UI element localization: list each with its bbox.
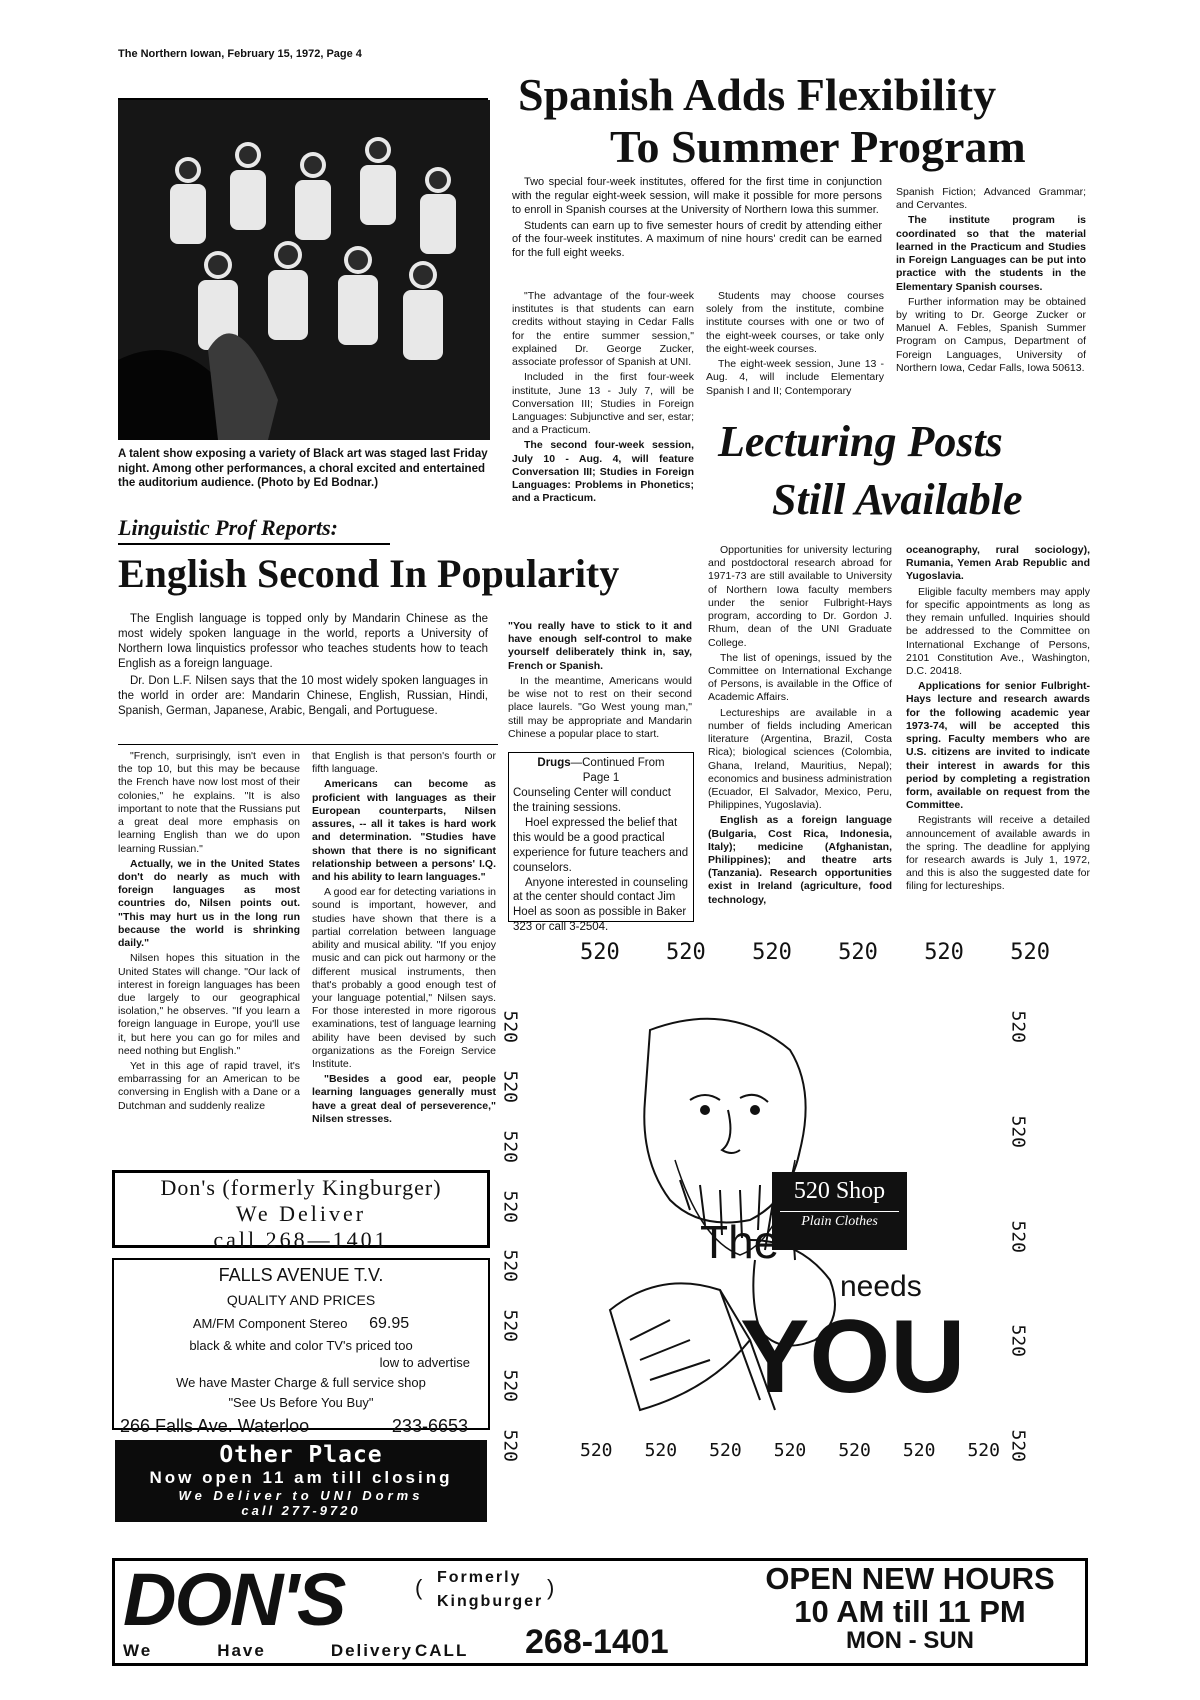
dons-big-ad: DON'S We Have Delivery ( Formerly Kingburger ) CALL 268-1401 OPEN NEW HOURS 10 AM till 11 PM MON - SUN: [112, 1558, 1088, 1666]
lecturing-col-1: [708, 544, 892, 909]
border-520-text: 520: [752, 940, 792, 965]
dons-big-delivery: Delivery: [330, 1641, 413, 1660]
dons-big-have: Have: [217, 1641, 266, 1660]
dons-big-call: CALL: [415, 1641, 469, 1660]
other-place-line2: We Deliver to UNI Dorms: [178, 1488, 424, 1503]
other-place-title: Other Place: [219, 1442, 383, 1468]
dons-small-line2: We Deliver: [235, 1201, 367, 1226]
english-col-1: [118, 750, 300, 1115]
english-lead-p1: The English language is topped only by Mandarin Chinese as the most widely spoken language in the world, reports a University of Northern Iowa linquistics professor who teaches students how to teach English as a foreign language.: [118, 613, 488, 670]
english-headline: English Second In Popularity: [118, 551, 620, 596]
dons-big-open: OPEN NEW HOURS: [765, 1561, 1055, 1596]
dons-small-line3: call 268—1401: [213, 1227, 389, 1252]
border-520-text: 520: [838, 940, 878, 965]
lecturing-c1-p3: Lectureships are available in a number of fields including American literature (Argentina, Brazil, Costa Rica); biological sciences (Colombia, Ghana, Ireland, Mauritius, Nepal); economics and business administration (Ecuador, El Salvador, Mexico, Peru, Philippines, Yugoslavia).: [708, 706, 892, 812]
border-520-text: 520: [580, 940, 620, 965]
falls-phone: 233-6653: [391, 1415, 468, 1436]
shop-520-logo: [772, 1172, 907, 1250]
border-520-text: 520: [902, 1440, 936, 1461]
english-c2-p4: "Besides a good ear, people learning languages generally must have a great deal of perseverence," Nilsen stresses.: [312, 1073, 496, 1125]
lecturing-c2-p1: oceanography, rural sociology), Rumania, Yemen Arab Republic and Yugoslavia.: [906, 544, 1090, 583]
choir-photo: [118, 100, 490, 440]
lecturing-c1-p4: English as a foreign language (Bulgaria, Cost Rica, Indonesia, Italy); medicine (Afghanistan, Philippines); and theatre arts (Tanzania). Research opportunities exist in Ireland (agriculture, food technology,: [708, 814, 892, 906]
lecturing-c2-p2: Eligible faculty members may apply for specific appointments as long as they remain unfulled. Inquiries should be addressed to the Committee on International Exchange of Persons, 2101 Constitution Ave., Washington, D.C. 20418.: [906, 585, 1090, 677]
falls-line4b: low to advertise: [379, 1354, 470, 1370]
spanish-headline-1: Spanish Adds Flexibility: [518, 69, 997, 120]
english-col-3: [508, 620, 692, 743]
spanish-c1-p3: The second four-week session, July 10 - Aug. 4, will feature Conversation III; Studies in Foreign Languages: Problems in Phonetics; and a Practicum.: [512, 439, 694, 505]
spanish-intro-p2: Students can earn up to five semester hours of credit by attending either of the four-week institutes. A maximum of nine hours' credit can be earned for the full eight weeks.: [512, 219, 882, 260]
dons-big-kingburger: Kingburger: [437, 1593, 544, 1610]
falls-line4a: black & white and color TV's priced too: [189, 1338, 413, 1354]
dons-big-hours: 10 AM till 11 PM: [794, 1593, 1026, 1629]
falls-slogan: "See Us Before You Buy": [228, 1394, 374, 1410]
spanish-c3-p3: Further information may be obtained by writing to Dr. George Zucker or Manuel A. Febles, Spanish Summer Program on Campus, Department of Foreign Languages, University of Northern Iowa, Cedar Falls, Iowa 50613.: [896, 295, 1086, 374]
other-place-ad: [115, 1440, 487, 1522]
spanish-headline-2: To Summer Program: [610, 121, 1026, 172]
shop-520-ad: 520 520 520 520 520 520 520 520 520 520 520 520 520 520 520 520 520 520 520 520 520 520 520 520 520 520 520 Shop Plain Clothes The needs YOU: [499, 940, 1050, 1463]
falls-price: 69.95: [369, 1314, 410, 1332]
english-c1-p1: "French, surprisingly, isn't even in the top 10, but this may be because the French have now lost most of their colonies," he explains. "It is also important to note that the Russians put a great deal more emphasis on learning English than we do upon learning Russian.": [118, 750, 300, 855]
lecturing-c1-p1: Opportunities for university lecturing and postdoctoral research abroad for 1971-73 are still available to University of Northern Iowa faculty members under the senior Fulbright-Hays program, according to Dr. Gordon J. Rhum, dean of the UNI Graduate College.: [708, 544, 892, 649]
border-520-text: 520: [709, 1440, 742, 1461]
drugs-head-rest: —Continued From: [570, 757, 665, 769]
spanish-intro-p1: Two special four-week institutes, offered for the first time in conjunction with the regular eight-week session, will make it possible for more persons to enroll in Spanish courses at the University of Northern Iowa this summer.: [512, 176, 882, 216]
english-lead-p2: Dr. Don L.F. Nilsen says that the 10 most widely spoken languages in the world in order are: Mandarin Chinese, English, Russian, Hindi, Spanish, German, Japanese, Arabic, Bengali, and Portuguese.: [118, 674, 488, 717]
english-c1-p4: Yet in this age of rapid travel, it's embarrassing for an American to be conversing in English with a Dane or a Dutchman and suddenly realize: [118, 1060, 300, 1112]
border-520-bottom: [580, 1440, 1000, 1461]
shop-520-you: YOU: [740, 1299, 966, 1415]
shop-520-brand: 520 Shop: [793, 1178, 886, 1204]
falls-title: FALLS AVENUE T.V.: [218, 1265, 384, 1285]
english-c2-p2: Americans can become as proficient with languages as their European counterparts, Nilsen assures, -- all it takes is hard work and determination. "Studies have shown that there is no significant relationship between a persons' I.Q. and his ability to learn languages.": [312, 778, 496, 883]
english-lead: [118, 612, 488, 721]
shop-520-brand-sub: Plain Clothes: [780, 1211, 899, 1230]
kicker-rule: [118, 543, 390, 545]
english-c2-p1: that English is that person's fourth or fifth language.: [312, 750, 496, 776]
falls-item: AM/FM Component Stereo: [192, 1315, 348, 1331]
falls-address: 266 Falls Ave. Waterloo: [120, 1415, 310, 1436]
lecturing-headline-1: Lecturing Posts: [718, 417, 1003, 466]
spanish-col-2: [706, 290, 884, 400]
dons-small-line1: Don's (formerly Kingburger): [160, 1175, 442, 1200]
shop-520-the: The: [700, 1216, 780, 1268]
border-520-text: 520: [580, 1440, 613, 1461]
drugs-page: Page 1: [582, 771, 620, 784]
spanish-c3-p1: Spanish Fiction; Advanced Grammar; and Cervantes.: [896, 186, 1086, 212]
border-520-top: [580, 940, 1050, 965]
drugs-continued-box: [508, 752, 694, 934]
border-520-text: 520: [773, 1440, 807, 1461]
border-520-text: 520: [1010, 940, 1050, 965]
lecturing-headline-2: Still Available: [772, 475, 1023, 524]
dons-big-phone: 268-1401: [525, 1623, 669, 1661]
drugs-p3: Anyone interested in counseling at the center should contact Jim Hoel as soon as possible in Baker 323 or call 3-2504.: [513, 876, 689, 934]
falls-tv-ad: [112, 1258, 490, 1436]
dons-big-days: MON - SUN: [846, 1627, 974, 1655]
lead-rule: [118, 744, 498, 745]
dons-small-ad: [112, 1170, 490, 1252]
photo-caption: A talent show exposing a variety of Black art was staged last Friday night. Among other performances, a choral excited and entertained the auditorium audience. (Photo by Ed Bodnar.): [118, 448, 488, 490]
lecturing-c1-p2: The list of openings, issued by the Committee on International Exchange of Persons, is available in the Office of Academic Affairs.: [708, 651, 892, 704]
spanish-intro: [512, 176, 882, 263]
border-520-text: 520: [924, 940, 964, 965]
lecturing-col-2: [906, 544, 1090, 896]
falls-sub: QUALITY AND PRICES: [226, 1291, 376, 1308]
other-place-line1: Now open 11 am till closing: [149, 1468, 453, 1487]
spanish-c1-p2: Included in the first four-week institute, June 13 - July 7, will be Conversation III; Studies in Foreign Languages: Subjunctive and ser, estar; and a Practicum.: [512, 371, 694, 437]
dons-big-name: DON'S: [123, 1558, 345, 1641]
spanish-col-3: [896, 186, 1086, 377]
lecturing-c2-p3: Applications for senior Fulbright-Hays lecture and research awards for the following academic year 1973-74, will be accepted this spring. Faculty members who are U.S. citizens are invited to indicate their interest in awards for this period by completing a registration form, available on request from the Committee.: [906, 680, 1090, 812]
dons-big-formerly: Formerly: [437, 1569, 522, 1586]
running-head: The Northern Iowan, February 15, 1972, Page 4: [118, 48, 362, 60]
english-c1-p2: Actually, we in the United States don't do nearly as much with foreign languages as most countries do, Nilsen points out. "This may hurt us in the long run because the world is shrinking daily.": [118, 857, 300, 950]
shop-520-needs: needs: [840, 1270, 922, 1303]
english-c3-p2: In the meantime, Americans would be wise not to rest on their second place laurels. "Go West young man," still may be appropriate and Mandarin Chinese a popular place to start.: [508, 674, 692, 740]
english-c3-p1: "You really have to stick to it and have enough self-control to make yourself deliberately think in, say, French or Spanish.: [508, 620, 692, 672]
english-kicker: Linguistic Prof Reports:: [118, 515, 339, 540]
drugs-head: Drugs: [537, 757, 571, 769]
drugs-p1: Counseling Center will conduct the training sessions.: [513, 786, 671, 814]
english-c2-p3: A good ear for detecting variations in sound is important, however, and studies have shown that there is a partial correlation between language ability and musical ability. "If you enjoy music and can pick out harmony or the different musical instruments, then that's probably a good enough test of your language potential," Nilsen says. For those interested in more rigorous examinations, test of language learning ability have been devised by such organizations as the Foreign Service Institute.: [312, 886, 496, 1071]
english-col-2: [312, 750, 496, 1128]
spanish-c2-p1: Students may choose courses solely from the institute, combine institute courses with one or two of the eight-week courses, or take only the eight-week courses.: [706, 290, 884, 355]
drugs-p2: Hoel expressed the belief that this would be a good practical experience for future teachers and counselors.: [513, 816, 689, 874]
border-520-text: 520: [666, 940, 706, 965]
spanish-c2-p2: The eight-week session, June 13 - Aug. 4, will include Elementary Spanish I and II; Contemporary: [706, 358, 884, 397]
border-520-text: 520: [967, 1440, 1000, 1461]
border-520-text: 520: [644, 1440, 678, 1461]
falls-line5: We have Master Charge & full service shop: [176, 1374, 426, 1390]
spanish-col-1: [512, 290, 694, 508]
border-520-text: 520: [838, 1440, 871, 1461]
spanish-c3-p2: The institute program is coordinated so that the material learned in the Practicum and Studies in Foreign Languages can be put into practice with the students in the Elementary Spanish courses.: [896, 214, 1086, 293]
other-place-line3: call 277-9720: [241, 1503, 361, 1518]
spanish-c1-p1: "The advantage of the four-week institutes is that students can earn credits without staying in Cedar Falls for the entire summer session," explained Dr. George Zucker, associate professor of Spanish at UNI.: [512, 290, 694, 369]
lecturing-c2-p4: Registrants will receive a detailed announcement of available awards in the spring. The deadline for applying for research awards is July 1, 1972, and this is also the suggested date for filing for lectureships.: [906, 814, 1090, 893]
dons-big-we: We: [123, 1641, 153, 1660]
english-c1-p3: Nilsen hopes this situation in the United States will change. "Our lack of interest in foreign languages has been due largely to our geographical isolation," he observes. "If you learn a foreign language in Europe, you'll use it, but here you can go for miles and need nothing but English.": [118, 952, 300, 1057]
